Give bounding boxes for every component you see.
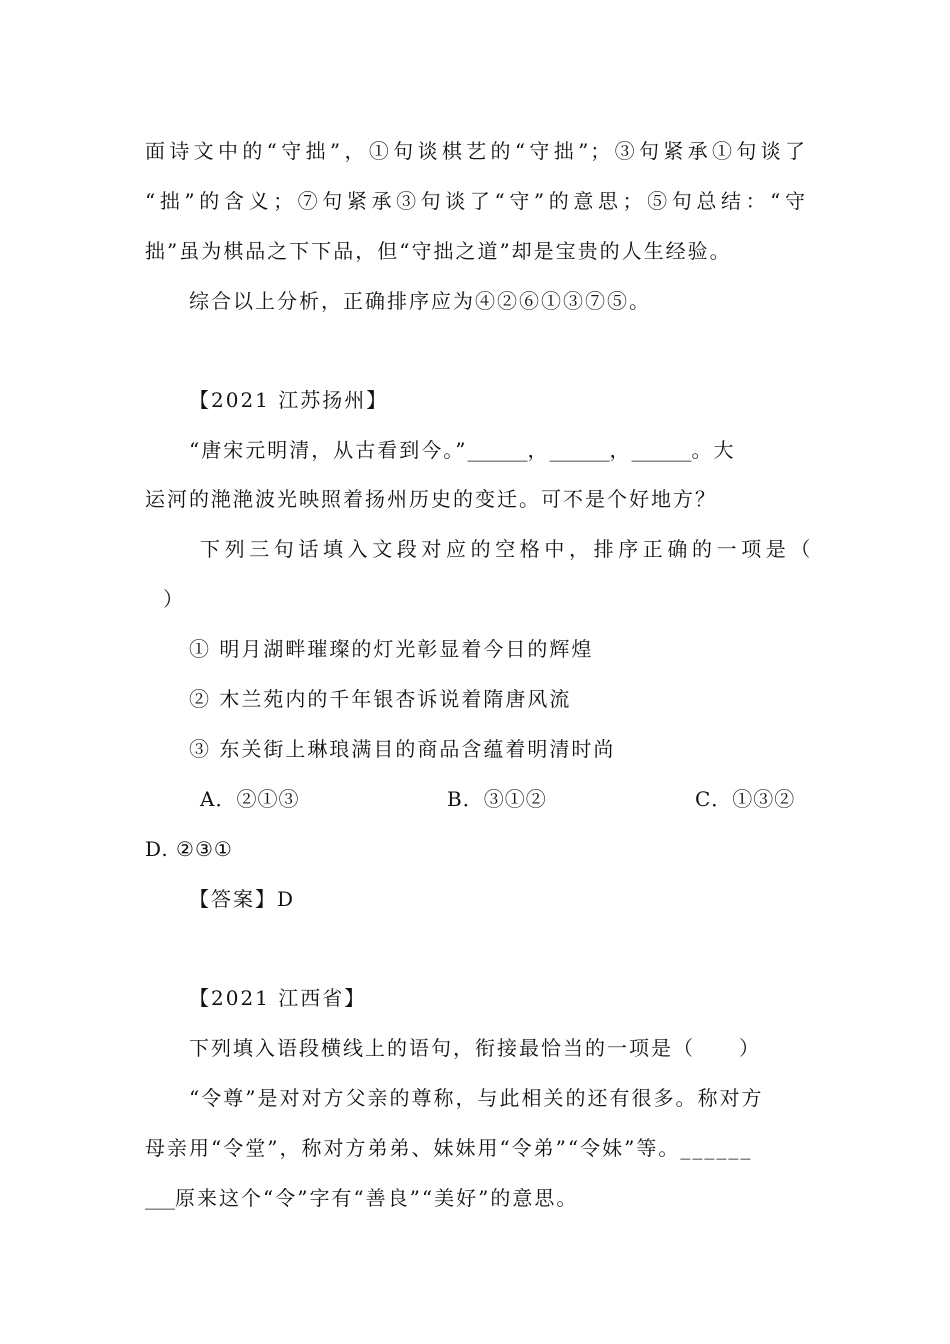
question-source-yangzhou: 【2021 江苏扬州】 (189, 388, 389, 412)
analysis-line-1: 面诗文中的“守拙”，①句谈棋艺的“守拙”；③句紧承①句谈了 (145, 139, 807, 163)
option-d: D. ②③① (145, 837, 233, 861)
jiangxi-passage-line-3 (145, 1183, 807, 1213)
yangzhou-item-1: ① 明月湖畔璀璨的灯光彰显着今日的辉煌 (189, 637, 594, 661)
yangzhou-prompt-line-2: ） (163, 587, 185, 611)
question-source-jiangxi: 【2021 江西省】 (189, 986, 367, 1010)
yangzhou-passage-line-2: 运河的滟滟波光映照着扬州历史的变迁。可不是个好地方？ (145, 487, 717, 511)
yangzhou-item-2: ② 木兰苑内的千年银杏诉说着隋唐风流 (189, 687, 572, 711)
blank-1: ______ (467, 438, 528, 462)
yangzhou-prompt-line-1: 下列三句话填入文段对应的空格中，排序正确的一项是（ (200, 537, 815, 561)
comma-1: ， (527, 438, 550, 462)
passage-quote: “唐宋元明清，从古看到今。” (189, 438, 468, 462)
jiangxi-blank-tail: ______ (680, 1136, 753, 1160)
blank-2: ______ (549, 438, 610, 462)
passage-line1-end: 。大 (691, 438, 736, 462)
jiangxi-passage-text: 母亲用“令堂”，称对方弟弟、妹妹用“令弟”“令妹”等。 (145, 1136, 681, 1160)
yangzhou-answer: 【答案】D (189, 887, 296, 911)
jiangxi-prompt: 下列填入语段横线上的语句，衔接最恰当的一项是（ ） (189, 1036, 761, 1060)
yangzhou-item-3: ③ 东关街上琳琅满目的商品含蕴着明清时尚 (189, 737, 616, 761)
jiangxi-passage-line-1: “令尊”是对对方父亲的尊称，与此相关的还有很多。称对方 (189, 1086, 764, 1110)
analysis-conclusion: 综合以上分析，正确排序应为④②⑥①③⑦⑤。 (189, 289, 651, 313)
yangzhou-passage-line-1 (189, 435, 807, 465)
jiangxi-passage-text-3: 原来这个“令”字有“善良”“美好”的意思。 (175, 1186, 579, 1210)
option-b: B．③①② (447, 787, 547, 811)
analysis-line-3: 拙”虽为棋品之下下品，但“守拙之道”却是宝贵的人生经验。 (145, 239, 732, 263)
jiangxi-blank-head: ___ (145, 1186, 175, 1210)
analysis-line-2: “拙”的含义；⑦句紧承③句谈了“守”的意思；⑤句总结：“守 (145, 189, 807, 213)
jiangxi-passage-line-2 (145, 1133, 807, 1163)
comma-2: ， (609, 438, 632, 462)
option-a: A．②①③ (200, 787, 300, 811)
blank-3: ______ (631, 438, 692, 462)
option-c: C．①③② (695, 787, 796, 811)
